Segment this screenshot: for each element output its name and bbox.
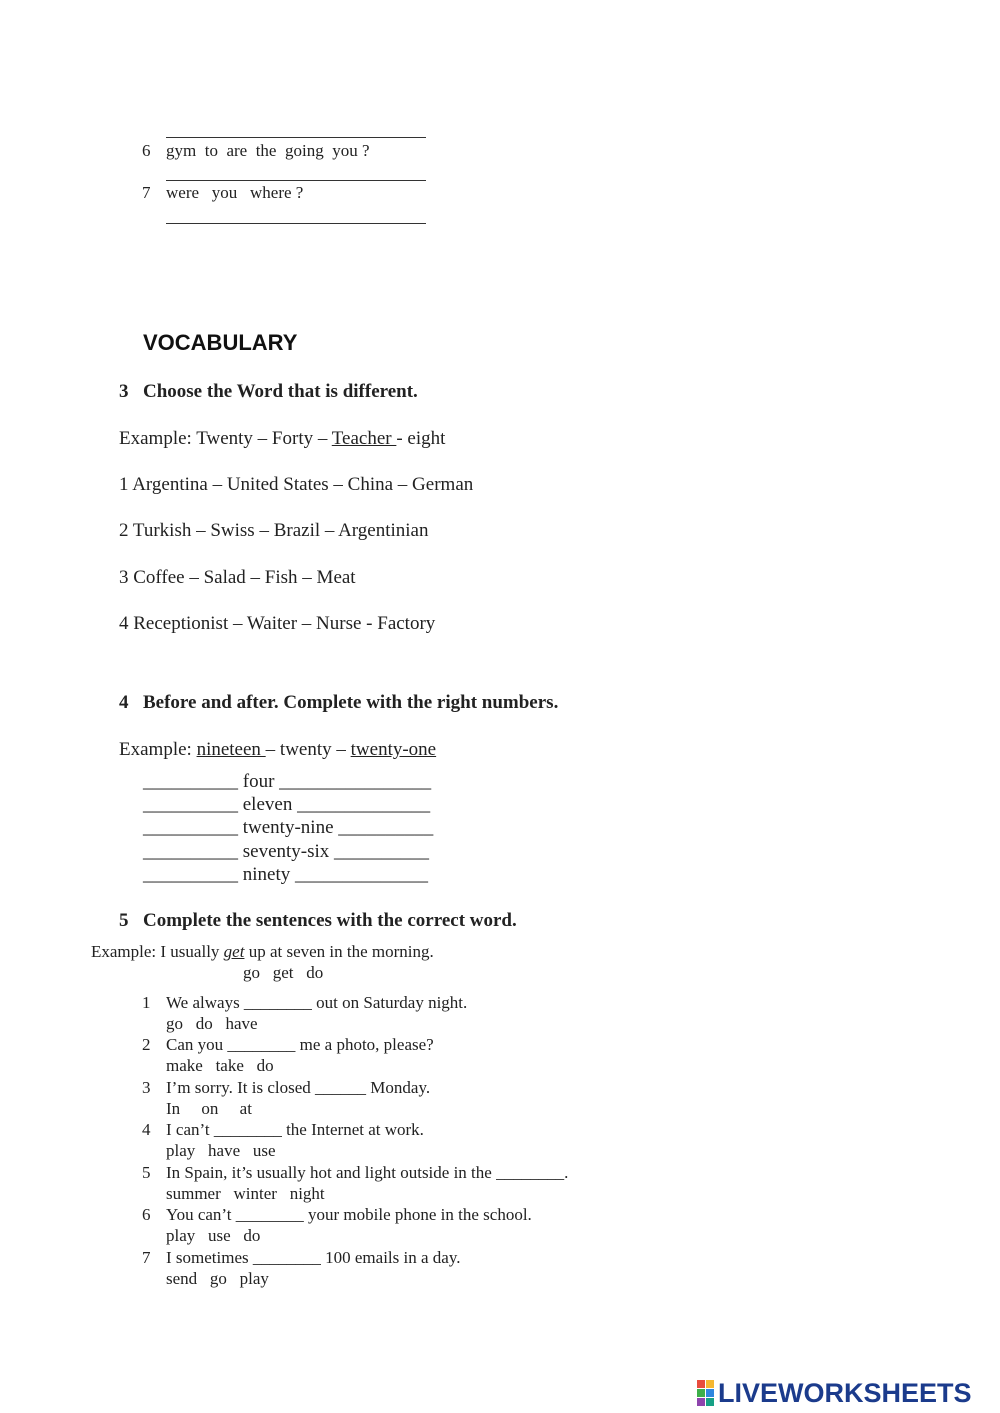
example-after: twenty-one xyxy=(350,739,437,760)
sentence-text[interactable]: I can’t ________ the Internet at work. xyxy=(166,1120,424,1139)
example-answer: get xyxy=(223,942,245,961)
example-prefix: Example: Twenty – Forty – xyxy=(119,428,332,449)
sentence-number: 2 xyxy=(142,1035,151,1054)
exercise-4-title: Before and after. Complete with the right numbers. xyxy=(143,692,559,713)
sentence-options: go do have xyxy=(166,1014,258,1033)
reorder-item-number: 7 xyxy=(142,183,151,202)
exercise-3-item[interactable]: 3 Coffee – Salad – Fish – Meat xyxy=(119,567,356,588)
exercise-3-number: 3 xyxy=(119,381,129,402)
sentence-number: 3 xyxy=(142,1078,151,1097)
sentence-number: 1 xyxy=(142,993,151,1012)
reorder-item-text: were you where ? xyxy=(166,183,304,202)
example-prefix: Example: xyxy=(119,739,197,760)
logo-icon-block xyxy=(697,1389,705,1397)
logo-icon-block xyxy=(706,1389,714,1397)
logo-icon-block xyxy=(697,1398,705,1406)
example-suffix: up at seven in the morning. xyxy=(244,942,434,961)
sentence-text[interactable]: You can’t ________ your mobile phone in the school. xyxy=(166,1205,532,1224)
exercise-5-number: 5 xyxy=(119,910,129,931)
exercise-5-title: Complete the sentences with the correct word. xyxy=(143,910,517,931)
exercise-3-item[interactable]: 4 Receptionist – Waiter – Nurse - Factory xyxy=(119,613,436,634)
sentence-text[interactable]: I’m sorry. It is closed ______ Monday. xyxy=(166,1078,431,1097)
number-row[interactable]: __________ four ________________ xyxy=(143,771,432,792)
reorder-item-text: gym to are the going you ? xyxy=(166,141,370,160)
sentence-text[interactable]: Can you ________ me a photo, please? xyxy=(166,1035,434,1054)
sentence-options: play use do xyxy=(166,1226,261,1245)
sentence-text[interactable]: We always ________ out on Saturday night. xyxy=(166,993,468,1012)
example-suffix: - eight xyxy=(396,428,446,449)
liveworksheets-logo xyxy=(697,1378,972,1408)
number-row[interactable]: __________ ninety ______________ xyxy=(143,864,428,885)
example-options: go get do xyxy=(243,963,324,982)
sentence-text[interactable]: I sometimes ________ 100 emails in a day. xyxy=(166,1248,461,1267)
sentence-options: In on at xyxy=(166,1099,252,1118)
answer-line-6[interactable] xyxy=(166,180,426,181)
sentence-number: 6 xyxy=(142,1205,151,1224)
exercise-3-item[interactable]: 2 Turkish – Swiss – Brazil – Argentinian xyxy=(119,520,429,541)
example-middle: – twenty – xyxy=(265,739,351,760)
answer-line-5[interactable] xyxy=(166,137,426,138)
exercise-4-example xyxy=(119,739,436,761)
sentence-number: 5 xyxy=(142,1163,151,1182)
logo-icon-block xyxy=(706,1398,714,1406)
logo-text: LIVEWORKSHEETS xyxy=(718,1377,972,1408)
exercise-3-item[interactable]: 1 Argentina – United States – China – German xyxy=(119,474,474,495)
number-row[interactable]: __________ seventy-six __________ xyxy=(143,841,430,862)
sentence-options: send go play xyxy=(166,1269,269,1288)
sentence-options: summer winter night xyxy=(166,1184,325,1203)
number-row[interactable]: __________ twenty-nine __________ xyxy=(143,817,434,838)
liveworksheets-logo-icon xyxy=(697,1380,714,1406)
exercise-4-number: 4 xyxy=(119,692,129,713)
exercise-5-example xyxy=(91,942,434,962)
sentence-options: make take do xyxy=(166,1056,274,1075)
exercise-3-title: Choose the Word that is different. xyxy=(143,381,418,402)
sentence-options: play have use xyxy=(166,1141,276,1160)
section-heading: VOCABULARY xyxy=(143,330,298,355)
logo-icon-block xyxy=(706,1380,714,1388)
example-answer: Teacher xyxy=(331,428,397,449)
answer-line-7[interactable] xyxy=(166,223,426,224)
sentence-number: 7 xyxy=(142,1248,151,1267)
example-before: nineteen xyxy=(196,739,266,760)
logo-icon-block xyxy=(697,1380,705,1388)
example-prefix: Example: I usually xyxy=(91,942,224,961)
exercise-3-example xyxy=(119,428,445,450)
reorder-item-number: 6 xyxy=(142,141,151,160)
sentence-text[interactable]: In Spain, it’s usually hot and light outside in the ________. xyxy=(166,1163,569,1182)
number-row[interactable]: __________ eleven ______________ xyxy=(143,794,431,815)
sentence-number: 4 xyxy=(142,1120,151,1139)
